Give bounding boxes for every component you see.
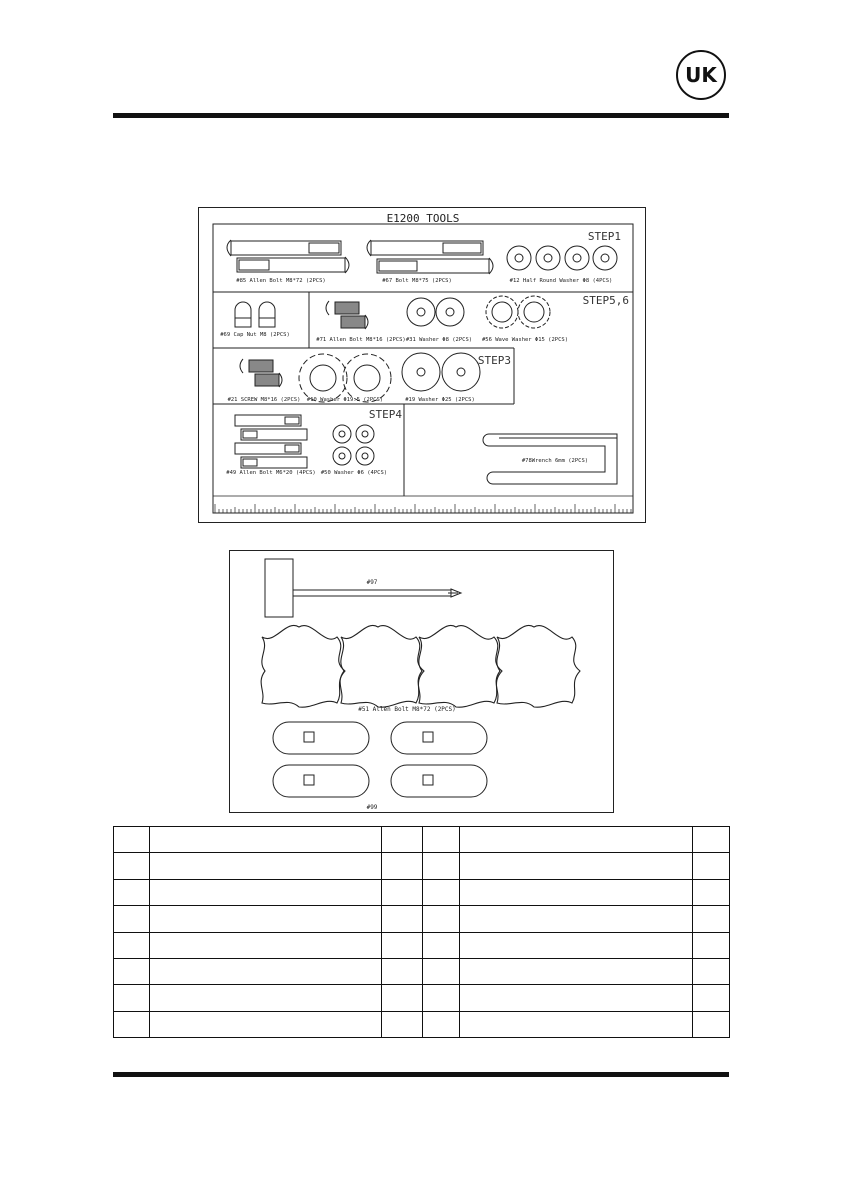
table-cell xyxy=(460,932,693,958)
table-row xyxy=(114,827,730,853)
part-50-label: #50 Washer Φ6 (4PCS) xyxy=(320,470,388,476)
table-cell xyxy=(423,958,460,984)
part-78-label: #78Wrench 6mm (2PCS) xyxy=(521,458,589,464)
tools-title: E1200 TOOLS xyxy=(386,212,460,225)
tools-drawing xyxy=(199,208,647,524)
parts-list-table xyxy=(113,826,730,1038)
accessories-panel xyxy=(229,550,614,813)
table-cell xyxy=(460,827,693,853)
washer-19-illustration xyxy=(402,353,480,391)
table-cell xyxy=(423,906,460,932)
parts-list-body xyxy=(114,827,730,1038)
table-cell xyxy=(423,985,460,1011)
table-cell xyxy=(382,906,423,932)
table-cell xyxy=(114,1011,150,1037)
table-cell xyxy=(150,827,382,853)
table-cell xyxy=(382,879,423,905)
screwdriver-illustration xyxy=(265,559,461,617)
tools-panel xyxy=(198,207,646,523)
table-row xyxy=(114,853,730,879)
feet-label: #99 xyxy=(366,804,378,811)
table-cell xyxy=(114,958,150,984)
table-cell xyxy=(382,1011,423,1037)
part-12-label: #12 Half Round Washer Φ8 (4PCS) xyxy=(509,278,613,284)
table-cell xyxy=(150,932,382,958)
cap-nut-69-illustration xyxy=(235,302,275,327)
table-cell xyxy=(693,853,730,879)
table-cell xyxy=(693,958,730,984)
table-cell xyxy=(423,1011,460,1037)
table-cell xyxy=(460,906,693,932)
washer-10-illustration xyxy=(299,354,391,402)
table-row xyxy=(114,958,730,984)
table-cell xyxy=(693,906,730,932)
screw-21-illustration xyxy=(240,359,282,387)
table-cell xyxy=(382,932,423,958)
accessories-drawing xyxy=(230,551,615,814)
part-71-label: #71 Allen Bolt M8*16 (2PCS) xyxy=(316,337,406,343)
table-cell xyxy=(693,1011,730,1037)
bolt-67-illustration xyxy=(367,240,493,274)
table-cell xyxy=(150,906,382,932)
table-cell xyxy=(460,853,693,879)
tool-97-label: #97 xyxy=(366,579,378,586)
table-cell xyxy=(382,853,423,879)
table-cell xyxy=(382,958,423,984)
table-cell xyxy=(693,827,730,853)
washer-31-illustration xyxy=(407,298,464,326)
table-cell xyxy=(114,879,150,905)
knobs-label: #51 Allen Bolt M8*72 (2PCS) xyxy=(358,706,456,713)
step-label-4: STEP4 xyxy=(368,408,402,421)
part-21-label: #21 SCREW M8*16 (2PCS) xyxy=(227,397,301,403)
washer-50-illustration xyxy=(333,425,374,465)
language-badge: UK xyxy=(676,50,726,100)
table-cell xyxy=(423,932,460,958)
table-cell xyxy=(114,932,150,958)
part-69-label: #69 Cap Nut M8 (2PCS) xyxy=(220,332,290,338)
table-cell xyxy=(150,958,382,984)
table-cell xyxy=(114,906,150,932)
table-cell xyxy=(150,853,382,879)
bolt-85-illustration xyxy=(227,240,349,273)
washer-12-illustration xyxy=(507,246,617,270)
part-56-label: #56 Wave Washer Φ15 (2PCS) xyxy=(481,337,569,343)
table-cell xyxy=(114,827,150,853)
bolt-71-illustration xyxy=(326,301,368,329)
table-cell xyxy=(693,985,730,1011)
part-49-label: #49 Allen Bolt M6*20 (4PCS) xyxy=(226,470,316,476)
table-cell xyxy=(460,879,693,905)
part-31-label: #31 Washer Φ8 (2PCS) xyxy=(405,337,473,343)
header-rule xyxy=(113,113,729,118)
table-cell xyxy=(693,932,730,958)
table-cell xyxy=(423,853,460,879)
table-cell xyxy=(460,1011,693,1037)
step-label-5-6: STEP5,6 xyxy=(582,294,629,307)
footer-rule xyxy=(113,1072,729,1077)
knobs-illustration xyxy=(261,625,580,707)
wave-washer-56-illustration xyxy=(486,296,550,328)
part-19-label: #19 Washer Φ25 (2PCS) xyxy=(405,397,475,403)
table-cell xyxy=(423,827,460,853)
table-row xyxy=(114,932,730,958)
table-cell xyxy=(150,1011,382,1037)
table-cell xyxy=(423,879,460,905)
part-67-label: #67 Bolt M8*75 (2PCS) xyxy=(382,278,452,284)
step-label-1: STEP1 xyxy=(587,230,621,243)
table-cell xyxy=(460,958,693,984)
table-cell xyxy=(150,879,382,905)
table-cell xyxy=(693,879,730,905)
table-cell xyxy=(382,827,423,853)
table-cell xyxy=(114,985,150,1011)
table-cell xyxy=(150,985,382,1011)
table-row xyxy=(114,1011,730,1037)
table-cell xyxy=(382,985,423,1011)
feet-illustration xyxy=(273,722,487,797)
ruler xyxy=(213,496,633,513)
step-label-3: STEP3 xyxy=(477,354,511,367)
table-cell xyxy=(114,853,150,879)
bolt-49-illustration xyxy=(235,415,307,468)
table-row xyxy=(114,985,730,1011)
part-85-label: #85 Allen Bolt M8*72 (2PCS) xyxy=(236,278,326,284)
table-cell xyxy=(460,985,693,1011)
part-10-label: #10 Washer Φ19.5 (2PCS) xyxy=(306,397,384,403)
table-row xyxy=(114,906,730,932)
table-row xyxy=(114,879,730,905)
